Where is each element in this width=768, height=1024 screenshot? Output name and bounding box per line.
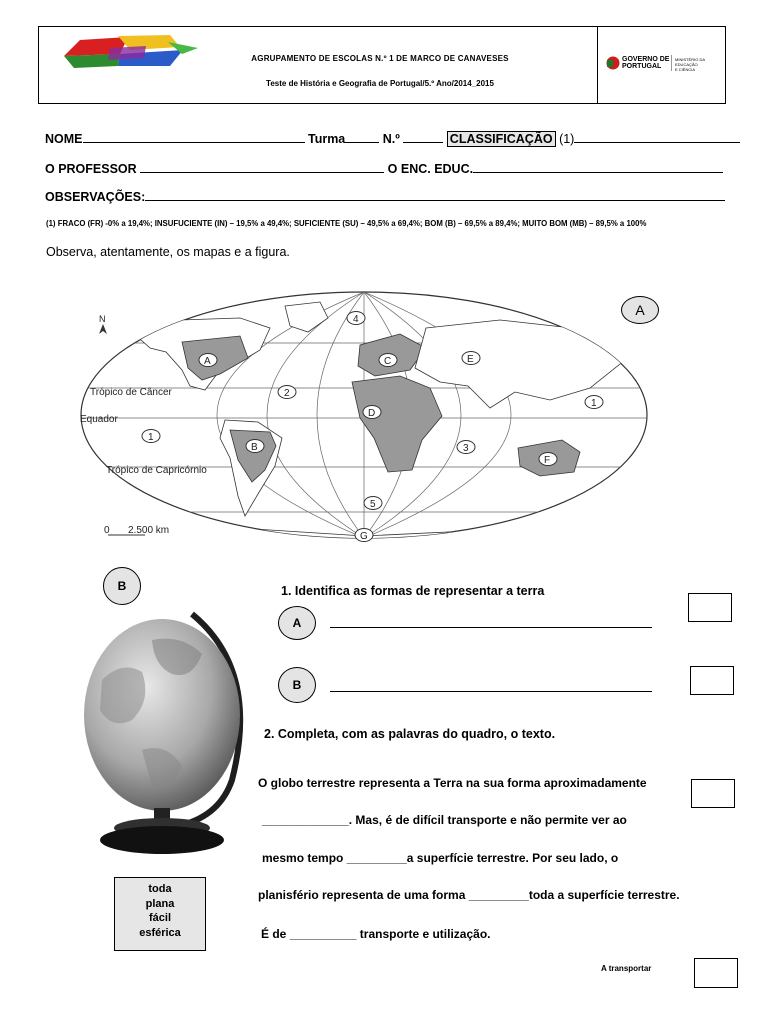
score-box-q1b[interactable] <box>690 666 734 695</box>
ocean-marker-3 <box>457 441 475 455</box>
header-divider <box>597 26 598 104</box>
svg-text:G: G <box>360 531 368 542</box>
answer-line-a[interactable] <box>330 626 652 628</box>
continent-marker-d <box>363 406 381 420</box>
ocean-marker-4 <box>347 312 365 326</box>
question-1-title: 1. Identifica as formas de representar a terra <box>281 584 545 598</box>
grading-scale-note: (1) FRACO (FR) -0% a 19,4%; INSUFUCIENTE (IN) – 19,5% a 49,4%; SUFICIENTE (SU) – 49,5% a 69,4%; BOM (B) – 69,5% a 89,4%; MUITO BOM (MB) – 89,5% a 100% <box>46 219 647 228</box>
svg-text:F: F <box>544 455 551 466</box>
globe-image <box>82 610 248 862</box>
globe-badge-b: B <box>103 567 141 605</box>
svg-text:E: E <box>467 354 474 365</box>
word-bank-box <box>114 877 206 951</box>
tropic-cancer-label: Trópico de Câncer <box>90 387 172 398</box>
svg-text:5: 5 <box>370 499 376 510</box>
word-bank-item: fácil <box>148 912 171 924</box>
continent-marker-a <box>199 354 217 368</box>
ocean-marker-5 <box>364 497 382 511</box>
svg-text:B: B <box>251 442 258 453</box>
svg-text:4: 4 <box>353 314 359 325</box>
blank-4[interactable]: __________ <box>289 927 357 941</box>
text-line-2: _____________. Mas, é de difícil transporte e não permite ver ao <box>262 813 627 827</box>
school-name: AGRUPAMENTO DE ESCOLAS N.º 1 DE MARCO DE CANAVESES <box>251 54 509 63</box>
option-a-badge: A <box>278 606 316 640</box>
form-row-3 <box>45 190 725 204</box>
form-row-1 <box>45 131 740 147</box>
question-2-title: 2. Completa, com as palavras do quadro, o texto. <box>264 727 556 741</box>
guardian-field[interactable] <box>473 162 723 173</box>
form-row-2 <box>45 162 723 176</box>
option-b-badge: B <box>278 667 316 703</box>
svg-text:1: 1 <box>591 398 597 409</box>
school-logo <box>58 32 200 72</box>
score-box-q1a[interactable] <box>688 593 732 622</box>
word-bank-item: esférica <box>139 926 181 939</box>
north-label: N <box>99 314 106 324</box>
number-label: N.º <box>382 132 400 146</box>
continent-marker-b <box>246 440 264 454</box>
name-label: NOME <box>45 132 83 146</box>
grade-footnote-ref: (1) <box>559 132 575 146</box>
gov-name-line1: GOVERNO DE <box>622 56 670 63</box>
gov-name-line2: PORTUGAL <box>622 63 662 70</box>
svg-text:A: A <box>204 356 211 367</box>
continent-marker-f <box>539 453 557 467</box>
svg-text:1: 1 <box>148 432 154 443</box>
text-line-4: planisfério representa de uma forma _________toda a superfície terrestre. <box>258 888 680 902</box>
ocean-marker-2 <box>278 386 296 400</box>
svg-text:2: 2 <box>284 388 290 399</box>
scale-zero: 0 <box>104 525 110 536</box>
ministry-line1: MINISTÉRIO DA EDUCAÇÃO <box>675 57 705 67</box>
ocean-marker-1-west <box>142 430 160 444</box>
scale-km: 2.500 km <box>128 525 170 536</box>
word-bank-item: plana <box>145 897 175 910</box>
svg-text:3: 3 <box>463 443 469 454</box>
blank-3[interactable]: _________ <box>468 888 529 902</box>
text-line-3: mesmo tempo _________a superfície terrestre. Por seu lado, o <box>262 851 619 865</box>
world-map <box>70 290 670 560</box>
guardian-label: O ENC. EDUC. <box>387 162 474 176</box>
blank-2[interactable]: _________ <box>346 851 407 865</box>
instruction-text: Observa, atentamente, os mapas e a figura. <box>46 245 290 259</box>
north-arrow-icon <box>99 324 107 334</box>
observations-field[interactable] <box>145 190 725 201</box>
svg-text:C: C <box>384 356 392 367</box>
equator-label: Equador <box>80 414 118 425</box>
carry-over-label: A transportar <box>601 964 652 973</box>
continent-marker-g <box>355 529 373 543</box>
carry-over-box[interactable] <box>694 958 738 988</box>
text-line-5: É de __________ transporte e utilização. <box>261 927 491 941</box>
continent-marker-e <box>462 352 480 366</box>
government-emblem-icon <box>605 54 621 72</box>
svg-text:D: D <box>368 408 376 419</box>
map-badge-a: A <box>621 296 659 324</box>
number-field[interactable] <box>403 132 443 143</box>
test-title: Teste de História e Geografia de Portugal/5.º Ano/2014_2015 <box>266 79 494 88</box>
tropic-capricorn-label: Trópico de Capricórnio <box>106 465 207 476</box>
grade-field[interactable] <box>574 132 740 143</box>
continent-marker-c <box>379 354 397 368</box>
name-field[interactable] <box>83 132 305 143</box>
text-line-1: O globo terrestre representa a Terra na sua forma aproximadamente <box>258 776 647 790</box>
grade-label: CLASSIFICAÇÃO <box>447 131 556 147</box>
class-label: Turma <box>307 132 346 146</box>
answer-line-b[interactable] <box>330 690 652 692</box>
blank-1[interactable]: _____________ <box>262 813 349 827</box>
teacher-label: O PROFESSOR <box>45 162 137 176</box>
class-field[interactable] <box>345 132 379 143</box>
teacher-field[interactable] <box>140 162 384 173</box>
score-box-q2[interactable] <box>691 779 735 808</box>
observations-label: OBSERVAÇÕES: <box>45 190 146 204</box>
ocean-marker-1-east <box>585 396 603 410</box>
ministry-line2: E CIÊNCIA <box>675 67 696 72</box>
word-bank-item: toda <box>148 883 172 895</box>
